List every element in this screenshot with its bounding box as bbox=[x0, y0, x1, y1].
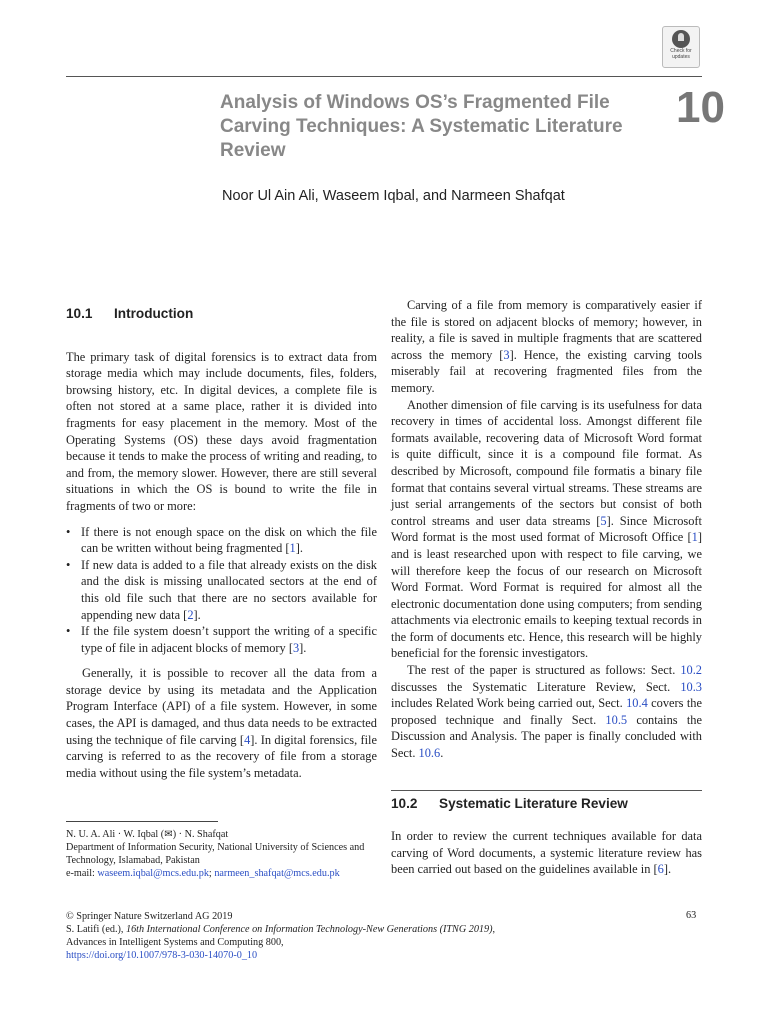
right-paragraph-3: The rest of the paper is structured as follows: Sect. 10.2 discusses the Systematic Literature Review, Sect. 10.3 includes Related Work being carried out, Sect. 10.4 covers the proposed technique and finally Sect. 10.5 contains the Discussion and Analysis. The paper is finally concluded with Sect. 10.6. bbox=[391, 663, 703, 761]
section-link[interactable]: 10.5 bbox=[605, 712, 628, 727]
citation-link[interactable]: 5 bbox=[600, 513, 607, 528]
intro-paragraph-2: Generally, it is possible to recover all the data from a storage device by using its metadata and the Application Program Interface (API) of a file system. However, in some cases, the API is damaged, and thus data needs to be extracted using the technique of file carving [4]. In digital forensics, file carving is referred to as the recovery of file from a storage media without using the file system’s metadata. bbox=[66, 666, 377, 780]
bookmark-icon bbox=[672, 30, 690, 48]
section-heading-slr: 10.2 Systematic Literature Review bbox=[391, 796, 628, 811]
header-rule bbox=[66, 76, 702, 77]
doi-link[interactable]: https://doi.org/10.1007/978-3-030-14070-0_10 bbox=[66, 950, 258, 961]
list-item: • If the file system doesn’t support the writing of a specific type of file in adjacent blocks of memory [3]. bbox=[66, 623, 377, 656]
section-rule bbox=[391, 790, 702, 791]
citation-link[interactable]: 1 bbox=[289, 541, 296, 556]
chapter-title: Analysis of Windows OS’s Fragmented File Carving Techniques: A Systematic Literature Review bbox=[220, 92, 623, 161]
section-link[interactable]: 10.2 bbox=[680, 663, 702, 678]
citation-link[interactable]: 2 bbox=[187, 607, 194, 622]
author-list: Noor Ul Ain Ali, Waseem Iqbal, and Narmeen Shafqat bbox=[222, 188, 565, 204]
citation-link[interactable]: 3 bbox=[292, 640, 300, 655]
check-for-updates-badge[interactable] bbox=[662, 26, 700, 68]
left-column bbox=[66, 306, 377, 781]
right-column bbox=[391, 297, 702, 762]
badge-text: Check for updates bbox=[670, 48, 692, 60]
email-link[interactable]: waseem.iqbal@mcs.edu.pk bbox=[97, 868, 209, 879]
citation-link[interactable]: 6 bbox=[657, 862, 664, 877]
page-number: 63 bbox=[686, 910, 697, 921]
section-link[interactable]: 10.6 bbox=[418, 746, 441, 761]
section-heading-introduction: 10.1 Introduction bbox=[66, 306, 194, 321]
right-paragraph-2: Another dimension of file carving is its usefulness for data recovery in times of accidental loss. Amongst different file formats available, recovering data of Microsoft Word format is quite difficult, since it is a compound file format. As described by Microsoft, compound file formatis a binary file format that contains several virtual streams. These streams are just serial arrangements of the sectors but consist of both control streams and user data streams [5]. Since Microsoft Word format is the most used format of Microsoft Office [1] and is least researched upon with respect to file carving, we will therefore keep the focus of our research on Microsoft Word Format. Word Format is required for almost all the electronic documentation done using computers; from sending attachments via electronic emails to keeping textual records in the form of documents etc. Hence, this research will be highly beneficial for the forensic investigators. bbox=[391, 397, 702, 661]
author-affiliation-footnote: N. U. A. Ali · W. Iqbal (✉) · N. Shafqat Department of Information Security, National University of Sciences and Technology, Islamabad, Pakistan e-mail: waseem.iqbal@mcs.edu.pk; narmeen_shafqat@mcs.edu.pk bbox=[66, 829, 365, 879]
citation-link[interactable]: 3 bbox=[503, 347, 510, 362]
email-link[interactable]: narmeen_shafqat@mcs.edu.pk bbox=[214, 868, 340, 879]
citation-link[interactable]: 1 bbox=[691, 530, 698, 545]
bullet-list bbox=[66, 524, 377, 657]
list-item: • If new data is added to a file that already exists on the disk and the disk is missing unallocated sectors at the end of this old file such that there are no sectors available for appending new data [2]. bbox=[66, 557, 377, 623]
copyright-block: © Springer Nature Switzerland AG 2019 S. Latifi (ed.), 16th International Conference on Information Technology-New Generations (ITNG 2019), Advances in Intelligent Systems and Computing 800, https://doi.org/10.1007/978-3-030-14070-0_10 bbox=[66, 910, 706, 962]
slr-paragraph: In order to review the current techniques available for data carving of Word documents, a systemic literature review has been carried out based on the guidelines available in [6]. bbox=[391, 829, 702, 877]
section-link[interactable]: 10.3 bbox=[680, 679, 702, 694]
list-item: • If there is not enough space on the disk on which the file can be written without being fragmented [1]. bbox=[66, 524, 377, 557]
section-link[interactable]: 10.4 bbox=[626, 696, 648, 711]
footnote-rule bbox=[66, 821, 218, 822]
citation-link[interactable]: 4 bbox=[244, 732, 251, 747]
chapter-number: 10 bbox=[676, 83, 725, 132]
right-paragraph-1: Carving of a file from memory is comparatively easier if the file is stored on adjacent blocks of memory; however, in reality, a file is saved in multiple fragments that are scattered across the memory [3]. Hence, the existing carving tools miserably fail at recovering fragmented files from the memory. bbox=[391, 298, 702, 395]
intro-paragraph-1: The primary task of digital forensics is to extract data from storage media which may include documents, files, folders, browsing history, etc. In digital devices, a complete file is often not stored at a same place, rather it is divided into fragments for easy placement in the memory. Most of the Operating Systems (OS) these days avoid fragmentation because it tends to make the process of writing and reading, to and from, the memory slower. However, there are still several situations in which the OS is bound to write the file in fragments of two or more: bbox=[66, 349, 377, 513]
